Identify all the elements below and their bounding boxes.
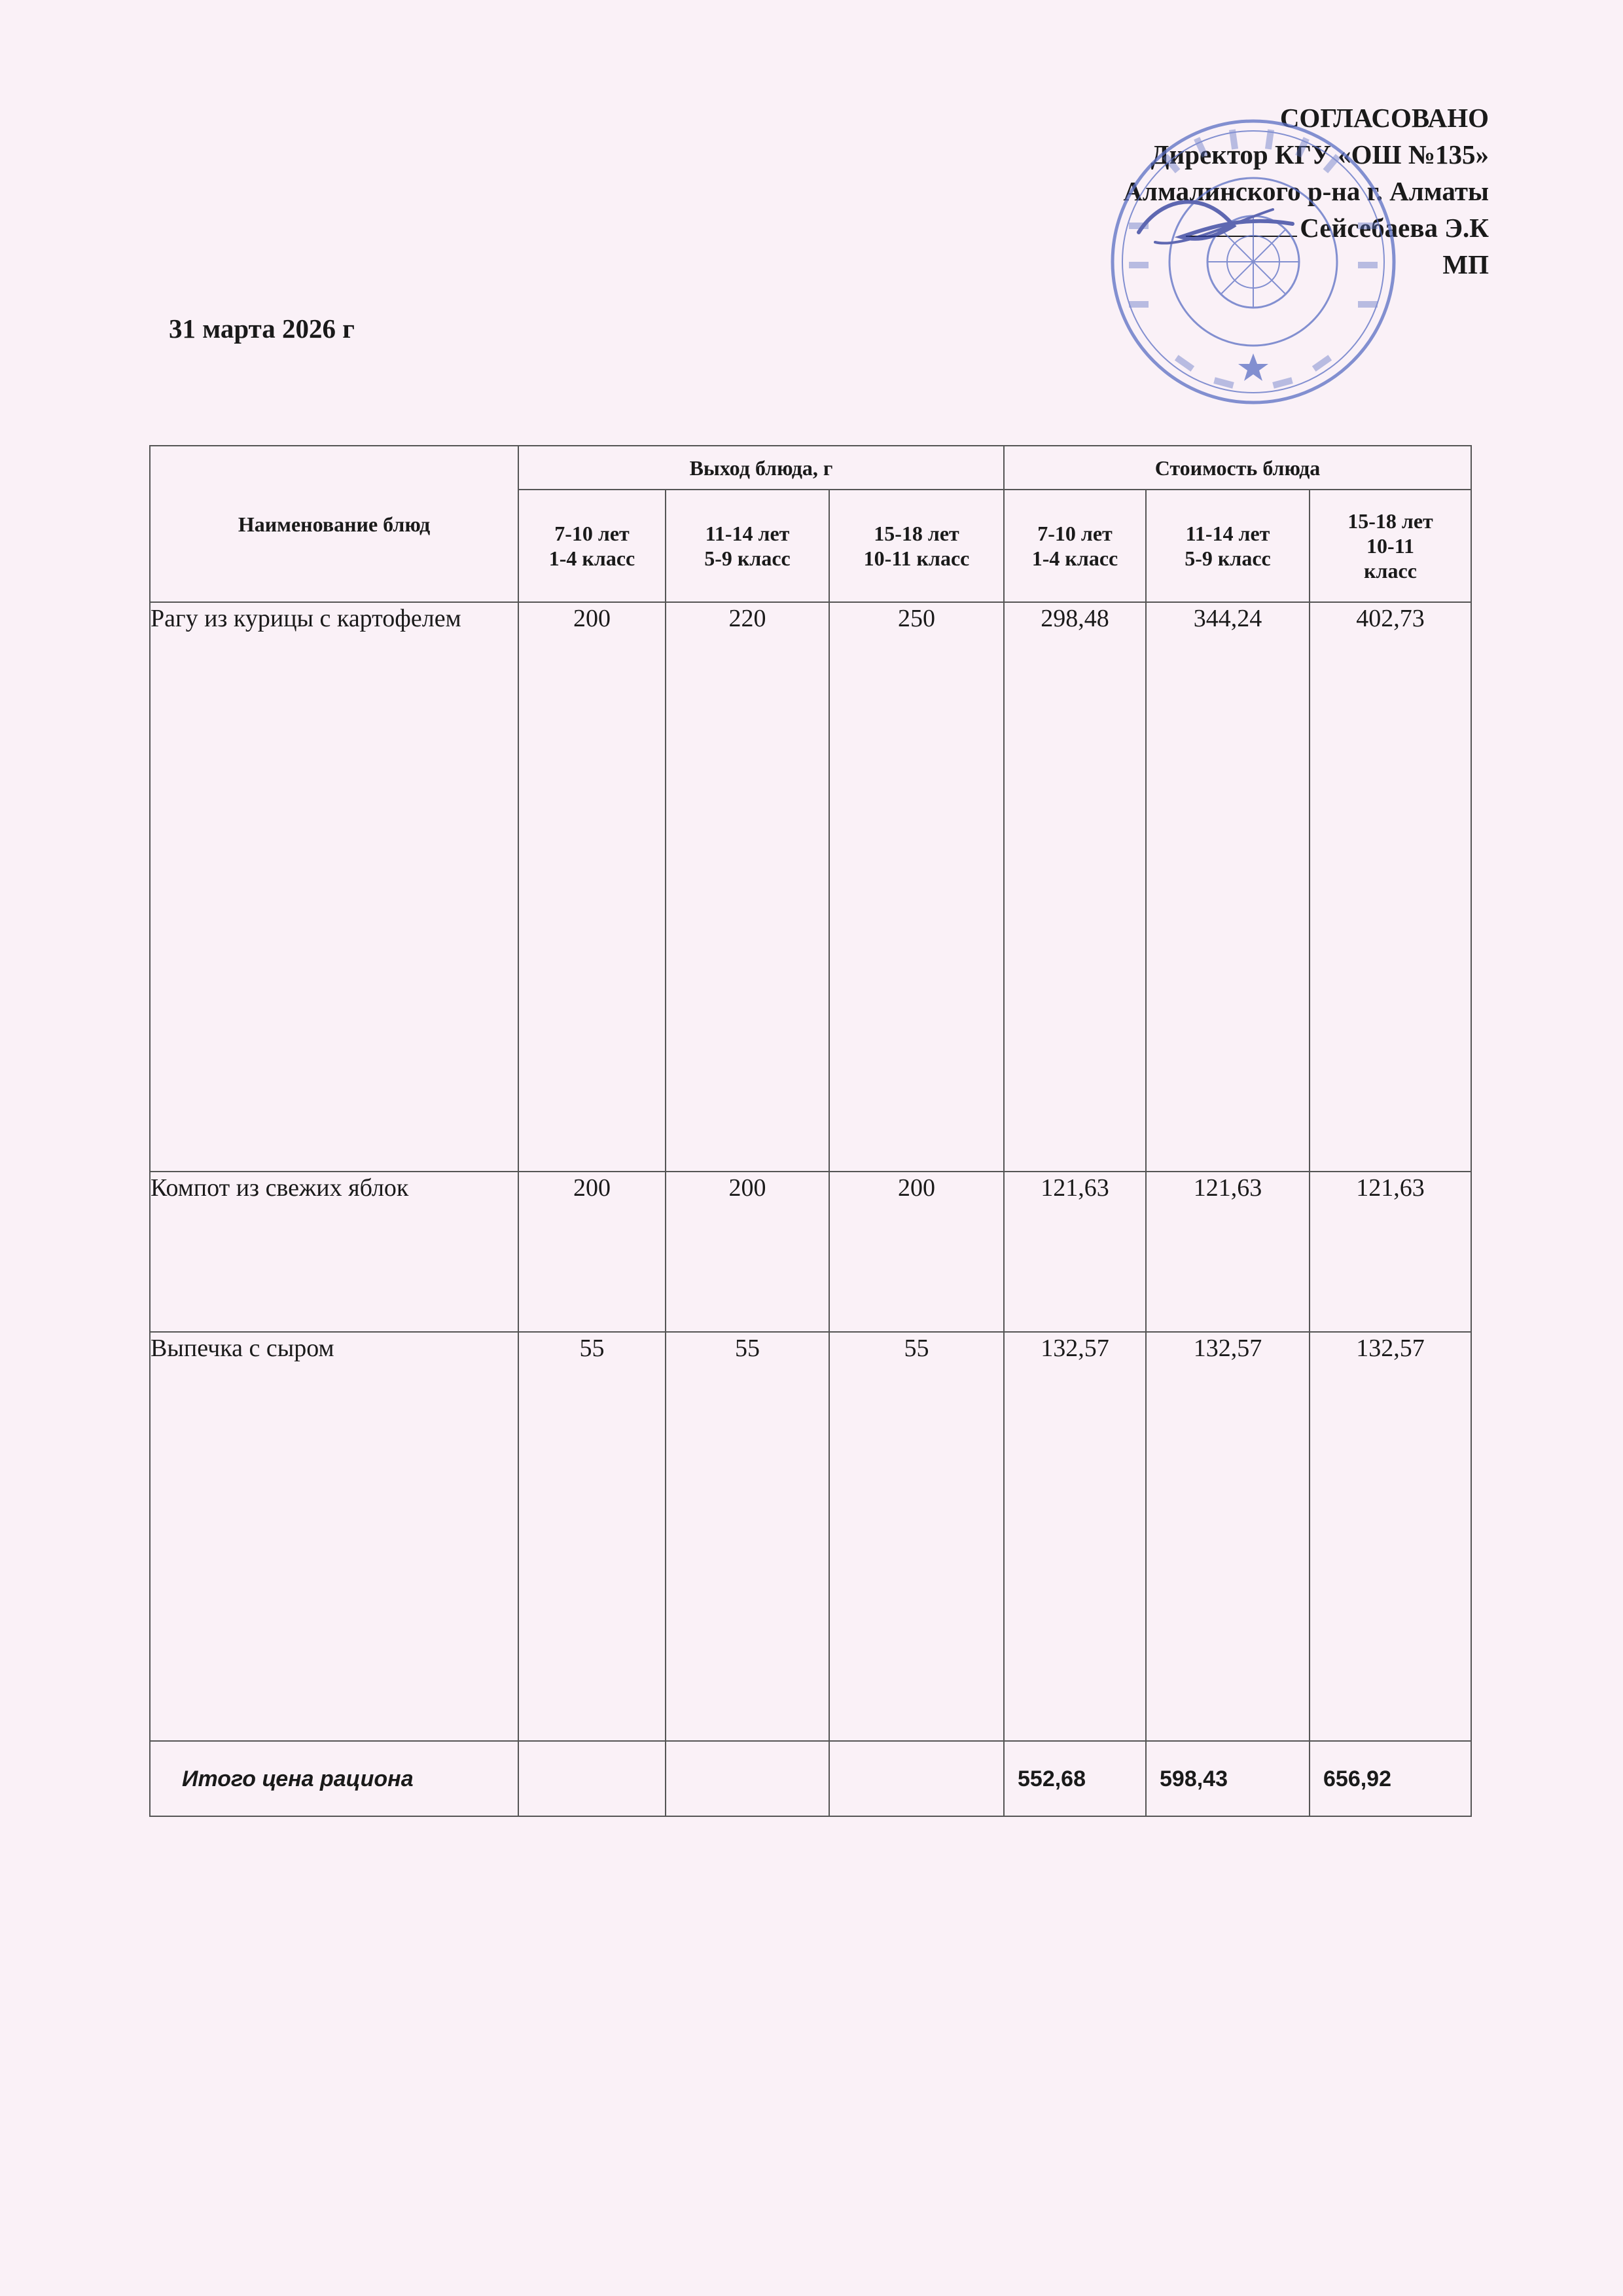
approval-district: Алмалинского р-на г. Алматы bbox=[1123, 176, 1489, 206]
total-cost-value bbox=[666, 1741, 829, 1816]
subheader-age-group: 7-10 лет 1-4 класс bbox=[518, 490, 666, 602]
dish-name: Выпечка с сыром bbox=[150, 1332, 518, 1741]
total-row bbox=[150, 1741, 1471, 1816]
cost-value: 121,63 bbox=[1004, 1172, 1146, 1332]
approval-position: Директор КГУ «ОШ №135» bbox=[1150, 139, 1489, 170]
header-cost: Стоимость блюда bbox=[1004, 446, 1471, 490]
cost-value: 121,63 bbox=[1310, 1172, 1471, 1332]
subheader-age-group: 11-14 лет 5-9 класс bbox=[666, 490, 829, 602]
yield-value: 55 bbox=[666, 1332, 829, 1741]
yield-value: 55 bbox=[518, 1332, 666, 1741]
total-cost-value bbox=[518, 1741, 666, 1816]
official-seal-icon bbox=[1083, 92, 1423, 432]
header-yield: Выход блюда, г bbox=[518, 446, 1004, 490]
total-label: Итого цена рациона bbox=[150, 1741, 518, 1816]
cost-value: 121,63 bbox=[1146, 1172, 1310, 1332]
cost-value: 132,57 bbox=[1004, 1332, 1146, 1741]
cost-value: 132,57 bbox=[1146, 1332, 1310, 1741]
subheader-age-group: 15-18 лет 10-11 класс bbox=[1310, 490, 1471, 602]
yield-value: 55 bbox=[829, 1332, 1004, 1741]
total-cost-value bbox=[829, 1741, 1004, 1816]
yield-value: 250 bbox=[829, 602, 1004, 1172]
total-cost-value: 598,43 bbox=[1146, 1741, 1310, 1816]
cost-value: 344,24 bbox=[1146, 602, 1310, 1172]
header-dish-name: Наименование блюд bbox=[150, 446, 518, 602]
yield-value: 200 bbox=[518, 1172, 666, 1332]
yield-value: 200 bbox=[518, 602, 666, 1172]
approval-stamp-mark: МП bbox=[1442, 249, 1489, 279]
approval-signatory: Сейсебаева Э.К bbox=[900, 209, 1489, 246]
menu-table bbox=[149, 445, 1472, 1817]
document-date: 31 марта 2026 г bbox=[169, 314, 355, 344]
dish-name: Рагу из курицы с картофелем bbox=[150, 602, 518, 1172]
total-cost-value: 656,92 bbox=[1310, 1741, 1471, 1816]
subheader-age-group: 11-14 лет 5-9 класс bbox=[1146, 490, 1310, 602]
table-row bbox=[150, 1332, 1471, 1741]
yield-value: 200 bbox=[829, 1172, 1004, 1332]
yield-value: 220 bbox=[666, 602, 829, 1172]
approval-title: СОГЛАСОВАНО bbox=[1279, 103, 1489, 133]
yield-value: 200 bbox=[666, 1172, 829, 1332]
dish-name: Компот из свежих яблок bbox=[150, 1172, 518, 1332]
cost-value: 132,57 bbox=[1310, 1332, 1471, 1741]
total-cost-value: 552,68 bbox=[1004, 1741, 1146, 1816]
table-row bbox=[150, 602, 1471, 1172]
table-row bbox=[150, 1172, 1471, 1332]
subheader-age-group: 15-18 лет 10-11 класс bbox=[829, 490, 1004, 602]
cost-value: 298,48 bbox=[1004, 602, 1146, 1172]
subheader-age-group: 7-10 лет 1-4 класс bbox=[1004, 490, 1146, 602]
cost-value: 402,73 bbox=[1310, 602, 1471, 1172]
